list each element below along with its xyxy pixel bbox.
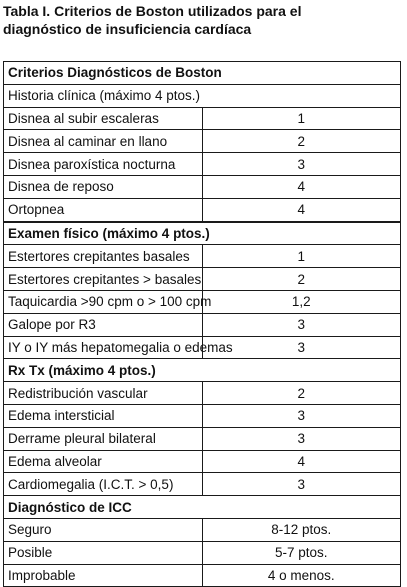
table-title-line-1: Tabla I. Criterios de Boston utilizados para el — [3, 3, 302, 19]
criterion-points: 2 — [202, 130, 401, 153]
table-row — [4, 336, 401, 359]
table-row — [4, 290, 401, 313]
criterion-label: Ortopnea — [4, 198, 203, 221]
criterion-label: Estertores crepitantes > basales — [4, 268, 203, 291]
criterion-points: 5-7 ptos. — [202, 541, 401, 564]
criterion-label: Taquicardia >90 cpm o > 100 cpm — [4, 290, 203, 313]
table-row — [4, 473, 401, 496]
section-heading: Examen físico (máximo 4 ptos.) — [4, 222, 401, 245]
criterion-label: Disnea al caminar en llano — [4, 130, 203, 153]
criterion-label: Galope por R3 — [4, 313, 203, 336]
table-row — [4, 268, 401, 291]
table-title — [3, 2, 403, 38]
boston-criteria-table — [3, 61, 401, 587]
criterion-points: 3 — [202, 427, 401, 450]
criterion-label: Disnea de reposo — [4, 175, 203, 198]
table-row — [4, 382, 401, 405]
criterion-points: 2 — [202, 382, 401, 405]
table-row — [4, 313, 401, 336]
table-row — [4, 427, 401, 450]
section-heading-row — [4, 222, 401, 245]
table-row — [4, 404, 401, 427]
criterion-points: 8-12 ptos. — [202, 518, 401, 541]
section-heading: Rx Tx (máximo 4 ptos.) — [4, 359, 401, 382]
table-row — [4, 175, 401, 198]
criterion-points: 4 o menos. — [202, 564, 401, 587]
criterion-label: Disnea al subir escaleras — [4, 107, 203, 130]
table-header-cell: Criterios Diagnósticos de Boston — [4, 62, 401, 85]
criterion-label: Seguro — [4, 518, 203, 541]
table-row — [4, 541, 401, 564]
criterion-points: 4 — [202, 198, 401, 221]
table-row — [4, 245, 401, 268]
criterion-points: 1 — [202, 245, 401, 268]
criterion-label: Posible — [4, 541, 203, 564]
table-row — [4, 564, 401, 587]
criterion-label: Cardiomegalia (I.C.T. > 0,5) — [4, 473, 203, 496]
table-row — [4, 107, 401, 130]
criterion-label: Derrame pleural bilateral — [4, 427, 203, 450]
section-heading-row — [4, 359, 401, 382]
criterion-points: 3 — [202, 404, 401, 427]
criterion-points: 4 — [202, 175, 401, 198]
criterion-points: 3 — [202, 153, 401, 176]
criterion-label: Disnea paroxística nocturna — [4, 153, 203, 176]
criterion-points: 3 — [202, 336, 401, 359]
criterion-points: 3 — [202, 313, 401, 336]
table-header-row — [4, 62, 401, 85]
criterion-label: IY o IY más hepatomegalia o edemas — [4, 336, 203, 359]
table-row — [4, 450, 401, 473]
table-row — [4, 198, 401, 221]
table-body — [4, 62, 401, 587]
table-row — [4, 518, 401, 541]
table-row — [4, 130, 401, 153]
criterion-label: Estertores crepitantes basales — [4, 245, 203, 268]
criterion-label: Edema intersticial — [4, 404, 203, 427]
criterion-label: Improbable — [4, 564, 203, 587]
section-heading: Diagnóstico de ICC — [4, 496, 401, 519]
table-row — [4, 153, 401, 176]
criterion-points: 3 — [202, 473, 401, 496]
section-heading-row — [4, 496, 401, 519]
criterion-points: 2 — [202, 268, 401, 291]
criterion-points: 4 — [202, 450, 401, 473]
criterion-points: 1 — [202, 107, 401, 130]
section-heading: Historia clínica (máximo 4 ptos.) — [4, 84, 401, 107]
criterion-label: Redistribución vascular — [4, 382, 203, 405]
criterion-points: 1,2 — [202, 290, 401, 313]
criterion-label: Edema alveolar — [4, 450, 203, 473]
section-heading-row — [4, 84, 401, 107]
table-title-line-2: diagnóstico de insuficiencia cardíaca — [3, 21, 252, 37]
